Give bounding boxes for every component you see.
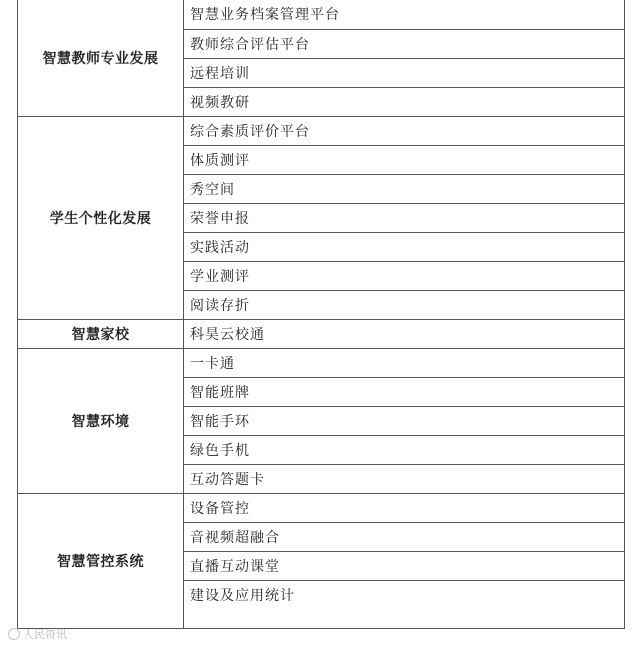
item-cell: 智能手环: [184, 406, 625, 435]
item-cell: 建设及应用统计: [184, 580, 625, 628]
category-cell: 智慧环境: [18, 348, 184, 493]
watermark-text: 人民资讯: [23, 628, 67, 641]
item-cell: 秀空间: [184, 174, 625, 203]
item-cell: 荣誉申报: [184, 203, 625, 232]
item-cell: 远程培训: [184, 58, 625, 87]
watermark: [8, 626, 67, 642]
item-cell: 科昊云校通: [184, 319, 625, 348]
item-cell: 一卡通: [184, 348, 625, 377]
item-cell: 实践活动: [184, 232, 625, 261]
category-cell: 智慧管控系统: [18, 493, 184, 628]
item-cell: 智慧业务档案管理平台: [184, 0, 625, 29]
table-row: [18, 493, 625, 522]
item-cell: 绿色手机: [184, 435, 625, 464]
item-cell: 阅读存折: [184, 290, 625, 319]
item-cell: 综合素质评价平台: [184, 116, 625, 145]
item-cell: 互动答题卡: [184, 464, 625, 493]
item-cell: 教师综合评估平台: [184, 29, 625, 58]
item-cell: 学业测评: [184, 261, 625, 290]
item-cell: 智能班牌: [184, 377, 625, 406]
item-cell: 体质测评: [184, 145, 625, 174]
item-cell: 视频教研: [184, 87, 625, 116]
item-cell: 直播互动课堂: [184, 551, 625, 580]
table-row: [18, 0, 625, 29]
item-cell: 设备管控: [184, 493, 625, 522]
item-cell: 音视频超融合: [184, 522, 625, 551]
table-row: [18, 319, 625, 348]
category-cell: 智慧教师专业发展: [18, 0, 184, 116]
table-row: [18, 348, 625, 377]
camera-logo-icon: [8, 628, 20, 640]
category-cell: 智慧家校: [18, 319, 184, 348]
platform-table: [17, 0, 625, 629]
table-row: [18, 116, 625, 145]
category-cell: 学生个性化发展: [18, 116, 184, 319]
